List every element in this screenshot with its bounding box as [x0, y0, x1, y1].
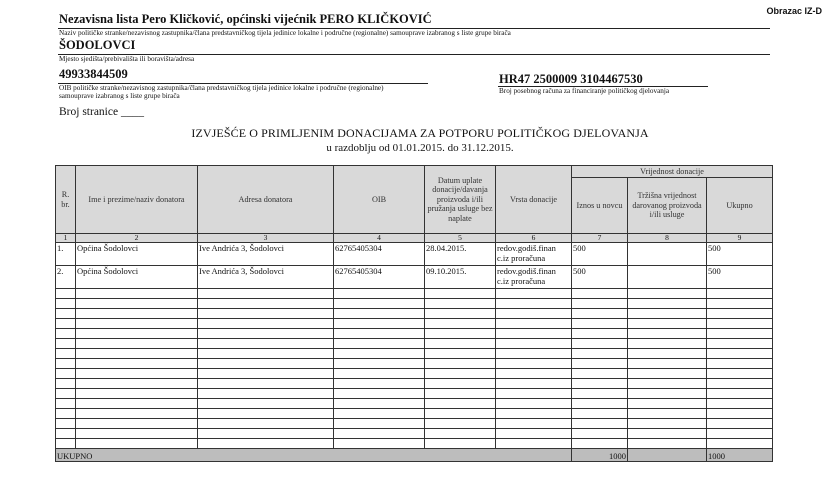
empty-row: [56, 309, 773, 319]
empty-cell: [334, 289, 425, 299]
empty-cell: [56, 339, 76, 349]
row-cash: 500: [572, 266, 628, 289]
empty-cell: [334, 369, 425, 379]
empty-cell: [198, 349, 334, 359]
row-donation-type: redov.godiš.finan c.iz proračuna: [496, 266, 572, 289]
empty-cell: [628, 379, 707, 389]
header-donation-type: Vrsta donacije: [496, 166, 572, 234]
empty-cell: [198, 299, 334, 309]
empty-cell: [334, 399, 425, 409]
empty-cell: [76, 409, 198, 419]
document-period: u razdoblju od 01.01.2015. do 31.12.2015.: [326, 142, 514, 154]
empty-cell: [572, 399, 628, 409]
header-donor-address: Adresa donatora: [198, 166, 334, 234]
row-donor-address: Ive Andrića 3, Šodolovci: [198, 266, 334, 289]
empty-cell: [56, 389, 76, 399]
empty-cell: [198, 369, 334, 379]
empty-cell: [198, 389, 334, 399]
empty-cell: [56, 399, 76, 409]
empty-cell: [56, 439, 76, 449]
empty-cell: [425, 359, 496, 369]
column-number: 2: [76, 234, 198, 243]
empty-row: [56, 439, 773, 449]
row-donor-name: Općina Šodolovci: [76, 266, 198, 289]
column-number: 1: [56, 234, 76, 243]
row-donor-name: Općina Šodolovci: [76, 243, 198, 266]
empty-cell: [76, 359, 198, 369]
empty-cell: [572, 389, 628, 399]
empty-cell: [76, 369, 198, 379]
empty-cell: [198, 409, 334, 419]
empty-cell: [425, 369, 496, 379]
empty-cell: [334, 339, 425, 349]
empty-cell: [572, 369, 628, 379]
row-oib: 62765405304: [334, 243, 425, 266]
empty-cell: [76, 329, 198, 339]
empty-cell: [628, 329, 707, 339]
empty-cell: [334, 379, 425, 389]
party-oib: 49933844509: [59, 67, 128, 81]
empty-cell: [76, 419, 198, 429]
empty-cell: [628, 399, 707, 409]
empty-cell: [496, 309, 572, 319]
empty-cell: [707, 329, 773, 339]
empty-cell: [76, 289, 198, 299]
empty-cell: [425, 409, 496, 419]
totals-total: 1000: [707, 449, 773, 462]
empty-row: [56, 319, 773, 329]
empty-cell: [425, 439, 496, 449]
empty-cell: [707, 429, 773, 439]
page-number-label: Broj stranice ____: [59, 106, 144, 118]
column-number: 9: [707, 234, 773, 243]
empty-cell: [334, 309, 425, 319]
empty-cell: [425, 399, 496, 409]
empty-cell: [76, 379, 198, 389]
empty-cell: [56, 309, 76, 319]
empty-row: [56, 379, 773, 389]
totals-row: [56, 449, 773, 462]
empty-cell: [572, 319, 628, 329]
empty-row: [56, 369, 773, 379]
empty-cell: [425, 339, 496, 349]
empty-cell: [425, 379, 496, 389]
party-place-caption: Mjesto sjedišta/prebivališta ili boravišta/adresa: [59, 55, 195, 63]
document-title: IZVJEŠĆE O PRIMLJENIM DONACIJAMA ZA POTPORU POLITIČKOG DJELOVANJA: [191, 126, 649, 140]
empty-cell: [76, 429, 198, 439]
empty-cell: [628, 359, 707, 369]
empty-cell: [707, 439, 773, 449]
empty-cell: [572, 299, 628, 309]
party-place: ŠODOLOVCI: [59, 38, 136, 52]
empty-cell: [425, 429, 496, 439]
header-donor-name: Ime i prezime/naziv donatora: [76, 166, 198, 234]
empty-cell: [198, 359, 334, 369]
empty-row: [56, 349, 773, 359]
empty-cell: [572, 329, 628, 339]
party-oib-caption: OIB političke stranke/nezavisnog zastupnika/člana predstavničkog tijela jedinice lokalne i područne (regionalne) samouprave izabranog s liste grupe birača: [59, 84, 384, 100]
empty-cell: [76, 389, 198, 399]
empty-cell: [572, 429, 628, 439]
empty-cell: [496, 429, 572, 439]
empty-cell: [198, 399, 334, 409]
empty-cell: [76, 439, 198, 449]
empty-row: [56, 289, 773, 299]
empty-cell: [198, 379, 334, 389]
table-row: [56, 243, 773, 266]
column-number: 5: [425, 234, 496, 243]
empty-cell: [496, 409, 572, 419]
empty-cell: [425, 309, 496, 319]
empty-cell: [496, 379, 572, 389]
header-rbr: R. br.: [56, 166, 76, 234]
empty-cell: [496, 329, 572, 339]
empty-cell: [425, 389, 496, 399]
empty-cell: [198, 339, 334, 349]
empty-cell: [76, 339, 198, 349]
empty-cell: [707, 419, 773, 429]
empty-cell: [56, 329, 76, 339]
empty-cell: [334, 319, 425, 329]
empty-cell: [198, 289, 334, 299]
empty-cell: [572, 359, 628, 369]
empty-cell: [496, 439, 572, 449]
empty-cell: [496, 339, 572, 349]
empty-cell: [425, 329, 496, 339]
column-number: 8: [628, 234, 707, 243]
column-number: 6: [496, 234, 572, 243]
row-rbr: 2.: [56, 266, 76, 289]
empty-cell: [496, 319, 572, 329]
header-oib: OIB: [334, 166, 425, 234]
empty-cell: [707, 399, 773, 409]
empty-cell: [628, 339, 707, 349]
empty-cell: [334, 349, 425, 359]
totals-label: UKUPNO: [56, 449, 572, 462]
empty-cell: [572, 309, 628, 319]
row-market: [628, 243, 707, 266]
empty-cell: [628, 419, 707, 429]
header-market-value: Tržišna vrijednost darovanog proizvoda i/ili usluge: [628, 178, 707, 234]
empty-row: [56, 419, 773, 429]
empty-cell: [628, 429, 707, 439]
header-date: Datum uplate donacije/davanja proizvoda i/ili pružanja usluge bez naplate: [425, 166, 496, 234]
totals-market: [628, 449, 707, 462]
empty-cell: [76, 349, 198, 359]
empty-cell: [707, 369, 773, 379]
empty-cell: [56, 379, 76, 389]
empty-cell: [628, 389, 707, 399]
row-date: 09.10.2015.: [425, 266, 496, 289]
empty-cell: [707, 389, 773, 399]
header-cash-amount: Iznos u novcu: [572, 178, 628, 234]
empty-cell: [496, 419, 572, 429]
empty-cell: [496, 399, 572, 409]
empty-cell: [56, 419, 76, 429]
column-number: 7: [572, 234, 628, 243]
row-donation-type: redov.godiš.finan c.iz proračuna: [496, 243, 572, 266]
empty-cell: [628, 349, 707, 359]
empty-cell: [198, 329, 334, 339]
party-account-caption: Broj posebnog računa za financiranje političkog djelovanja: [499, 87, 670, 95]
empty-cell: [496, 349, 572, 359]
empty-cell: [496, 369, 572, 379]
empty-cell: [425, 299, 496, 309]
empty-cell: [425, 349, 496, 359]
empty-cell: [628, 289, 707, 299]
empty-cell: [56, 349, 76, 359]
empty-cell: [628, 309, 707, 319]
row-rbr: 1.: [56, 243, 76, 266]
empty-cell: [56, 289, 76, 299]
empty-cell: [76, 299, 198, 309]
empty-cell: [572, 379, 628, 389]
empty-cell: [707, 339, 773, 349]
empty-cell: [56, 319, 76, 329]
empty-cell: [496, 389, 572, 399]
column-number: 4: [334, 234, 425, 243]
empty-cell: [334, 419, 425, 429]
empty-cell: [198, 439, 334, 449]
empty-row: [56, 359, 773, 369]
row-cash: 500: [572, 243, 628, 266]
row-total: 500: [707, 266, 773, 289]
empty-cell: [628, 439, 707, 449]
empty-cell: [76, 309, 198, 319]
empty-cell: [198, 319, 334, 329]
empty-cell: [628, 409, 707, 419]
party-name-caption: Naziv političke stranke/nezavisnog zastupnika/člana predstavničkog tijela jedinice lokalne i područne (regionalne) samouprave izabranog s liste grupe birača: [59, 29, 511, 37]
header-value-group: Vrijednost donacije: [572, 166, 773, 178]
empty-cell: [334, 429, 425, 439]
empty-cell: [334, 409, 425, 419]
empty-cell: [56, 369, 76, 379]
empty-cell: [198, 419, 334, 429]
empty-row: [56, 409, 773, 419]
empty-cell: [572, 439, 628, 449]
empty-row: [56, 299, 773, 309]
empty-cell: [496, 299, 572, 309]
empty-cell: [707, 349, 773, 359]
empty-cell: [628, 369, 707, 379]
table-row: [56, 266, 773, 289]
empty-cell: [334, 359, 425, 369]
empty-cell: [572, 289, 628, 299]
empty-cell: [707, 309, 773, 319]
row-total: 500: [707, 243, 773, 266]
empty-row: [56, 339, 773, 349]
empty-cell: [572, 339, 628, 349]
empty-cell: [334, 439, 425, 449]
empty-row: [56, 389, 773, 399]
empty-cell: [425, 289, 496, 299]
empty-row: [56, 399, 773, 409]
empty-cell: [334, 299, 425, 309]
row-donor-address: Ive Andrića 3, Šodolovci: [198, 243, 334, 266]
row-date: 28.04.2015.: [425, 243, 496, 266]
empty-cell: [56, 409, 76, 419]
empty-row: [56, 329, 773, 339]
donations-table: [55, 165, 773, 462]
empty-row: [56, 429, 773, 439]
empty-cell: [707, 359, 773, 369]
empty-cell: [425, 319, 496, 329]
empty-cell: [707, 299, 773, 309]
empty-cell: [707, 289, 773, 299]
empty-cell: [56, 359, 76, 369]
empty-cell: [56, 299, 76, 309]
empty-cell: [334, 329, 425, 339]
party-name: Nezavisna lista Pero Kličković, općinski vijećnik PERO KLIČKOVIĆ: [59, 12, 432, 26]
empty-cell: [496, 359, 572, 369]
empty-cell: [572, 409, 628, 419]
empty-cell: [628, 299, 707, 309]
empty-cell: [496, 289, 572, 299]
empty-cell: [572, 349, 628, 359]
header-total: Ukupno: [707, 178, 773, 234]
empty-cell: [707, 379, 773, 389]
empty-cell: [76, 319, 198, 329]
row-market: [628, 266, 707, 289]
row-oib: 62765405304: [334, 266, 425, 289]
empty-cell: [198, 429, 334, 439]
totals-cash: 1000: [572, 449, 628, 462]
empty-cell: [707, 409, 773, 419]
empty-cell: [707, 319, 773, 329]
empty-cell: [425, 419, 496, 429]
party-account: HR47 2500009 3104467530: [499, 72, 643, 86]
empty-cell: [334, 389, 425, 399]
form-code: Obrazac IZ-D: [766, 6, 822, 16]
empty-cell: [198, 309, 334, 319]
empty-cell: [572, 419, 628, 429]
empty-cell: [56, 429, 76, 439]
empty-cell: [628, 319, 707, 329]
empty-cell: [76, 399, 198, 409]
column-number: 3: [198, 234, 334, 243]
